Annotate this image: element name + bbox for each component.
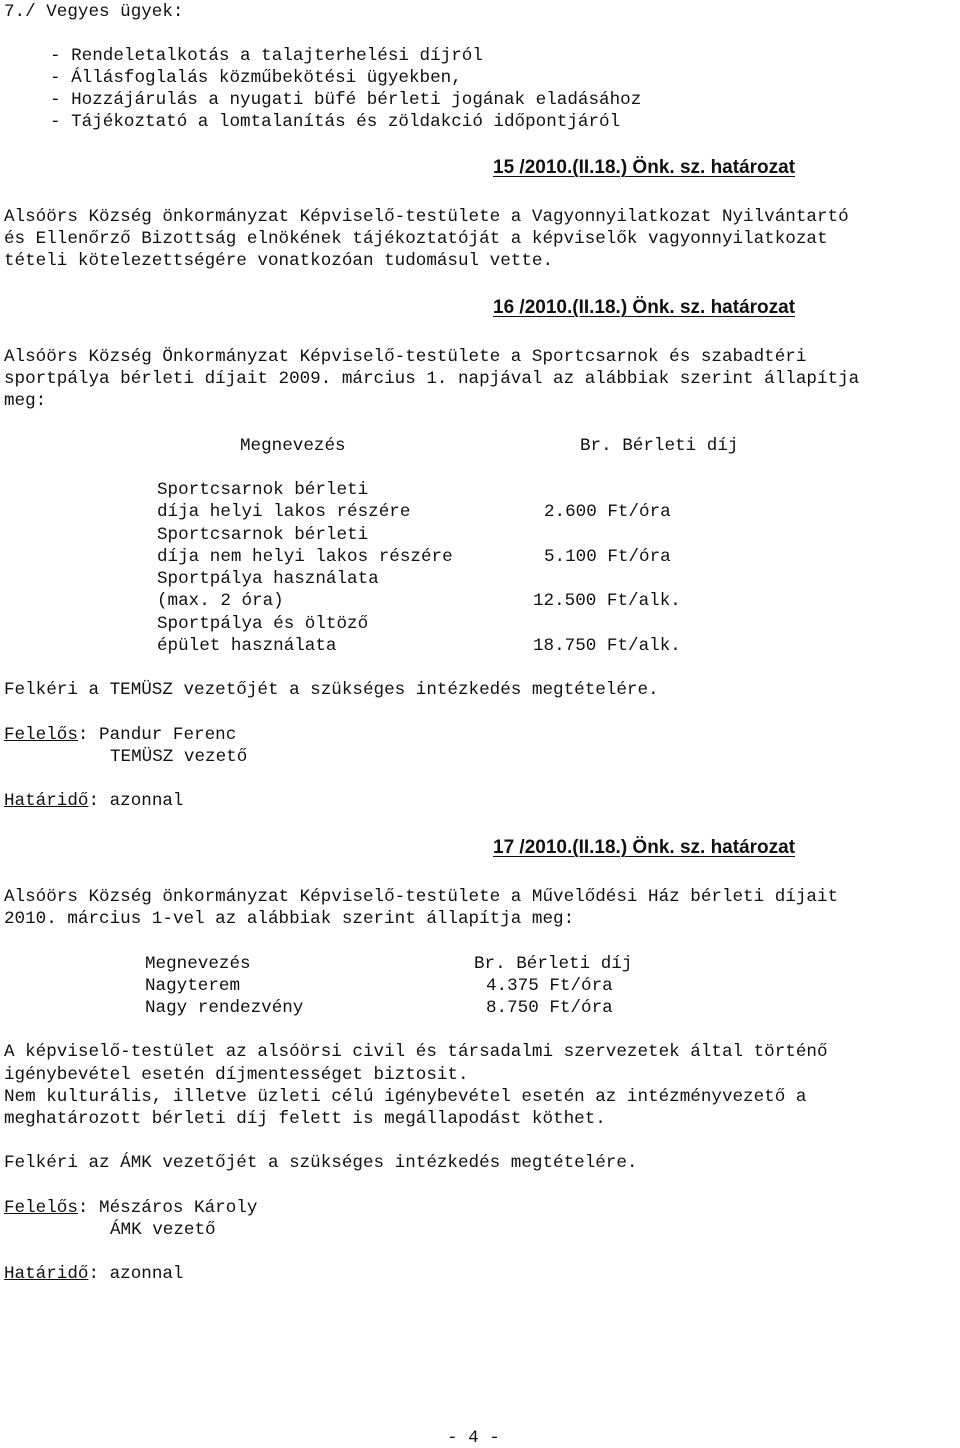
fee-table-16-row-3-name-2: (max. 2 óra) xyxy=(157,591,284,611)
fee-table-17-row-1-fee: 4.375 Ft/óra xyxy=(486,976,613,996)
resolution-17-number: 17 /2010.(II.18.) xyxy=(493,837,628,858)
deadline-label: Határidő xyxy=(4,1264,89,1284)
fee-table-17-header-fee: Br. Bérleti díj xyxy=(474,954,633,974)
resolution-16-text-1: Alsóörs Község Önkormányzat Képviselő-testülete a Sportcsarnok és szabadtéri xyxy=(4,347,807,367)
fee-table-16-row-2-name-2: díja nem helyi lakos részére xyxy=(157,547,453,567)
fee-table-16-row-4-name-2: épület használata xyxy=(157,636,337,656)
fee-table-16-row-1-name-1: Sportcsarnok bérleti xyxy=(157,480,369,500)
resolution-15-heading xyxy=(493,158,795,178)
resolution-17-text-2: 2010. március 1-vel az alábbiak szerint állapítja meg: xyxy=(4,909,575,929)
resolution-16-number: 16 /2010.(II.18.) xyxy=(493,297,628,318)
fee-table-16-row-3-fee: 12.500 Ft/alk. xyxy=(533,591,681,611)
resolution-17-responsible xyxy=(4,1198,257,1218)
fee-table-16-header-fee: Br. Bérleti díj xyxy=(580,436,739,456)
resolution-16-suffix: Önk. sz. határozat xyxy=(627,297,796,318)
resolution-16-request: Felkéri a TEMÜSZ vezetőjét a szükséges intézkedés megtételére. xyxy=(4,680,659,700)
resolution-17-paragraph-3: Nem kulturális, illetve üzleti célú igénybevétel esetén az intézményvezető a xyxy=(4,1087,807,1107)
resolution-17-suffix: Önk. sz. határozat xyxy=(627,837,796,858)
agenda-item-3: - Hozzájárulás a nyugati büfé bérleti jogának eladásához xyxy=(50,90,642,110)
responsible-name: : Mészáros Károly xyxy=(77,1198,258,1218)
resolution-15-suffix: Önk. sz. határozat xyxy=(627,157,796,178)
resolution-15-text-2: és Ellenőrző Bizottság elnökének tájékoztatóját a képviselők vagyonnyilatkozat xyxy=(4,229,828,249)
agenda-item-2: - Állásfoglalás közműbekötési ügyekben, xyxy=(50,68,462,88)
fee-table-16-row-4-name-1: Sportpálya és öltöző xyxy=(157,614,369,634)
fee-table-17-header-name: Megnevezés xyxy=(145,954,251,974)
deadline-value: : azonnal xyxy=(88,791,184,811)
resolution-16-text-2: sportpálya bérleti díjait 2009. március 1. napjával az alábbiak szerint állapítja xyxy=(4,369,860,389)
resolution-17-deadline xyxy=(4,1264,184,1284)
page-number: - 4 - xyxy=(447,1428,500,1448)
resolution-17-paragraph-1: A képviselő-testület az alsóörsi civil és társadalmi szervezetek által történő xyxy=(4,1042,828,1062)
resolution-16-responsible-title: TEMÜSZ vezető xyxy=(110,747,248,767)
deadline-label: Határidő xyxy=(4,791,89,811)
fee-table-16-row-3-name-1: Sportpálya használata xyxy=(157,569,379,589)
fee-table-17-row-2-fee: 8.750 Ft/óra xyxy=(486,998,613,1018)
fee-table-16-row-1-fee: 2.600 Ft/óra xyxy=(544,502,671,522)
fee-table-16-row-2-name-1: Sportcsarnok bérleti xyxy=(157,525,369,545)
fee-table-17-row-1-name: Nagyterem xyxy=(145,976,241,996)
resolution-16-responsible xyxy=(4,725,236,745)
resolution-17-request: Felkéri az ÁMK vezetőjét a szükséges intézkedés megtételére. xyxy=(4,1153,638,1173)
deadline-value: : azonnal xyxy=(88,1264,184,1284)
responsible-label: Felelős xyxy=(4,1198,78,1218)
section-heading: 7./ Vegyes ügyek: xyxy=(4,2,184,22)
resolution-16-deadline xyxy=(4,791,184,811)
resolution-15-text-1: Alsóörs Község önkormányzat Képviselő-testülete a Vagyonnyilatkozat Nyilvántartó xyxy=(4,207,849,227)
responsible-label: Felelős xyxy=(4,725,78,745)
resolution-15-number: 15 /2010.(II.18.) xyxy=(493,157,628,178)
resolution-16-text-3: meg: xyxy=(4,391,47,411)
resolution-17-responsible-title: ÁMK vezető xyxy=(110,1220,216,1240)
resolution-15-text-3: tételi kötelezettségére vonatkozóan tudomásul vette. xyxy=(4,251,554,271)
resolution-17-heading xyxy=(493,838,795,858)
resolution-17-paragraph-2: igénybevétel esetén díjmentességet biztosit. xyxy=(4,1065,469,1085)
fee-table-16-row-1-name-2: díja helyi lakos részére xyxy=(157,502,411,522)
fee-table-16-row-2-fee: 5.100 Ft/óra xyxy=(544,547,671,567)
resolution-17-text-1: Alsóörs Község önkormányzat Képviselő-testülete a Művelődési Ház bérleti díjait xyxy=(4,887,839,907)
resolution-16-heading xyxy=(493,298,795,318)
responsible-name: : Pandur Ferenc xyxy=(77,725,237,745)
fee-table-16-row-4-fee: 18.750 Ft/alk. xyxy=(533,636,681,656)
fee-table-16-header-name: Megnevezés xyxy=(240,436,346,456)
resolution-17-paragraph-4: meghatározott bérleti díj felett is megállapodást köthet. xyxy=(4,1109,606,1129)
agenda-item-4: - Tájékoztató a lomtalanítás és zöldakció időpontjáról xyxy=(50,112,621,132)
fee-table-17-row-2-name: Nagy rendezvény xyxy=(145,998,304,1018)
agenda-item-1: - Rendeletalkotás a talajterhelési díjról xyxy=(50,46,483,66)
